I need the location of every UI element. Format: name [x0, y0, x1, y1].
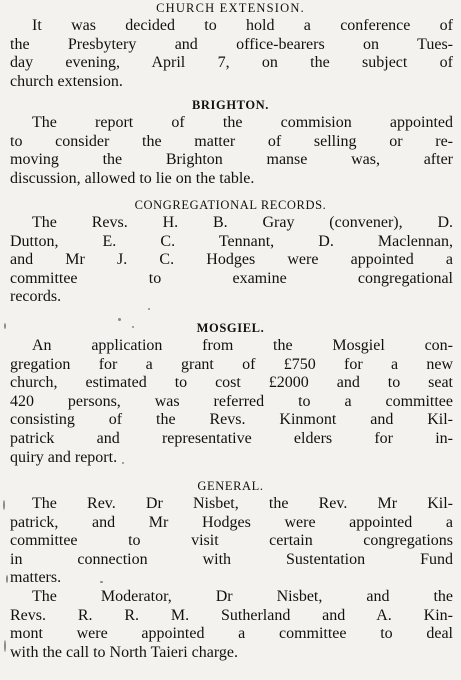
text-line: records. [10, 288, 62, 306]
heading-brighton: BRIGHTON. [191, 98, 270, 112]
text-line: the Presbytery and office-bearers on Tues- [10, 35, 453, 53]
text-line: patrick, and Mr Hodges were appointed a [10, 513, 453, 531]
text-line: church, estimated to cost £2000 and to seat [10, 374, 453, 392]
text-line: Dutton, E. C. Tennant, D. Maclennan, [10, 232, 453, 250]
paragraph-congregational-records [10, 214, 453, 307]
heading-congregational-records: CONGREGATIONAL RECORDS. [134, 198, 327, 212]
text-line: The Moderator, Dr Nisbet, and the [32, 587, 453, 605]
text-line: An application from the Mosgiel con- [32, 337, 453, 354]
print-speck [100, 581, 103, 583]
paragraph-church-extension [10, 17, 453, 91]
section-general [0, 478, 461, 662]
text-line: discussion, allowed to lie on the table. [10, 169, 255, 187]
text-line: The Revs. H. B. Gray (convener), D. [32, 214, 453, 231]
heading-general: GENERAL. [197, 479, 264, 493]
text-line: with the call to North Taieri charge. [10, 643, 238, 661]
paragraph-mosgiel [10, 337, 453, 467]
text-line: in connection with Sustentation Fund [10, 550, 453, 568]
text-line: church extension. [10, 72, 123, 90]
print-speck [118, 318, 121, 321]
text-line: committee to examine congregational [10, 269, 453, 287]
text-line: The Rev. Dr Nisbet, the Rev. Mr Kil- [32, 495, 453, 512]
print-speck [6, 575, 8, 583]
text-line: committee to visit certain congregations [10, 532, 453, 550]
text-line: The report of the commision appointed [32, 114, 453, 131]
section-congregational-records [0, 197, 461, 307]
paragraph-general [10, 495, 453, 662]
print-speck [4, 323, 6, 329]
text-line: 420 persons, was referred to a committee [10, 392, 453, 410]
print-speck [4, 640, 6, 652]
text-line: matters. [10, 569, 62, 587]
text-line: moving the Brighton manse was, after [10, 151, 453, 169]
text-line: patrick and representative elders for in- [10, 429, 453, 447]
text-line: It was decided to hold a conference of [32, 17, 453, 34]
text-line: Revs. R. R. M. Sutherland and A. Kin- [10, 606, 453, 624]
heading-church-extension: CHURCH EXTENSION. [156, 1, 305, 15]
text-line: to consider the matter of selling or re- [10, 132, 453, 150]
section-mosgiel [0, 320, 461, 467]
print-speck [148, 308, 150, 310]
text-line: gregation for a grant of £750 for a new [10, 355, 453, 373]
text-line: and Mr J. C. Hodges were appointed a [10, 251, 453, 269]
print-speck [3, 500, 5, 510]
text-line: quiry and report. [10, 448, 118, 466]
heading-mosgiel: MOSGIEL. [196, 321, 265, 335]
print-speck [122, 462, 124, 464]
section-church-extension [0, 0, 461, 91]
print-speck [132, 326, 134, 328]
paragraph-brighton [10, 114, 453, 188]
text-line: consisting of the Revs. Kinmont and Kil- [10, 411, 453, 429]
section-brighton [0, 97, 461, 188]
text-line: day evening, April 7, on the subject of [10, 54, 453, 72]
text-line: mont were appointed a committee to deal [10, 625, 453, 643]
